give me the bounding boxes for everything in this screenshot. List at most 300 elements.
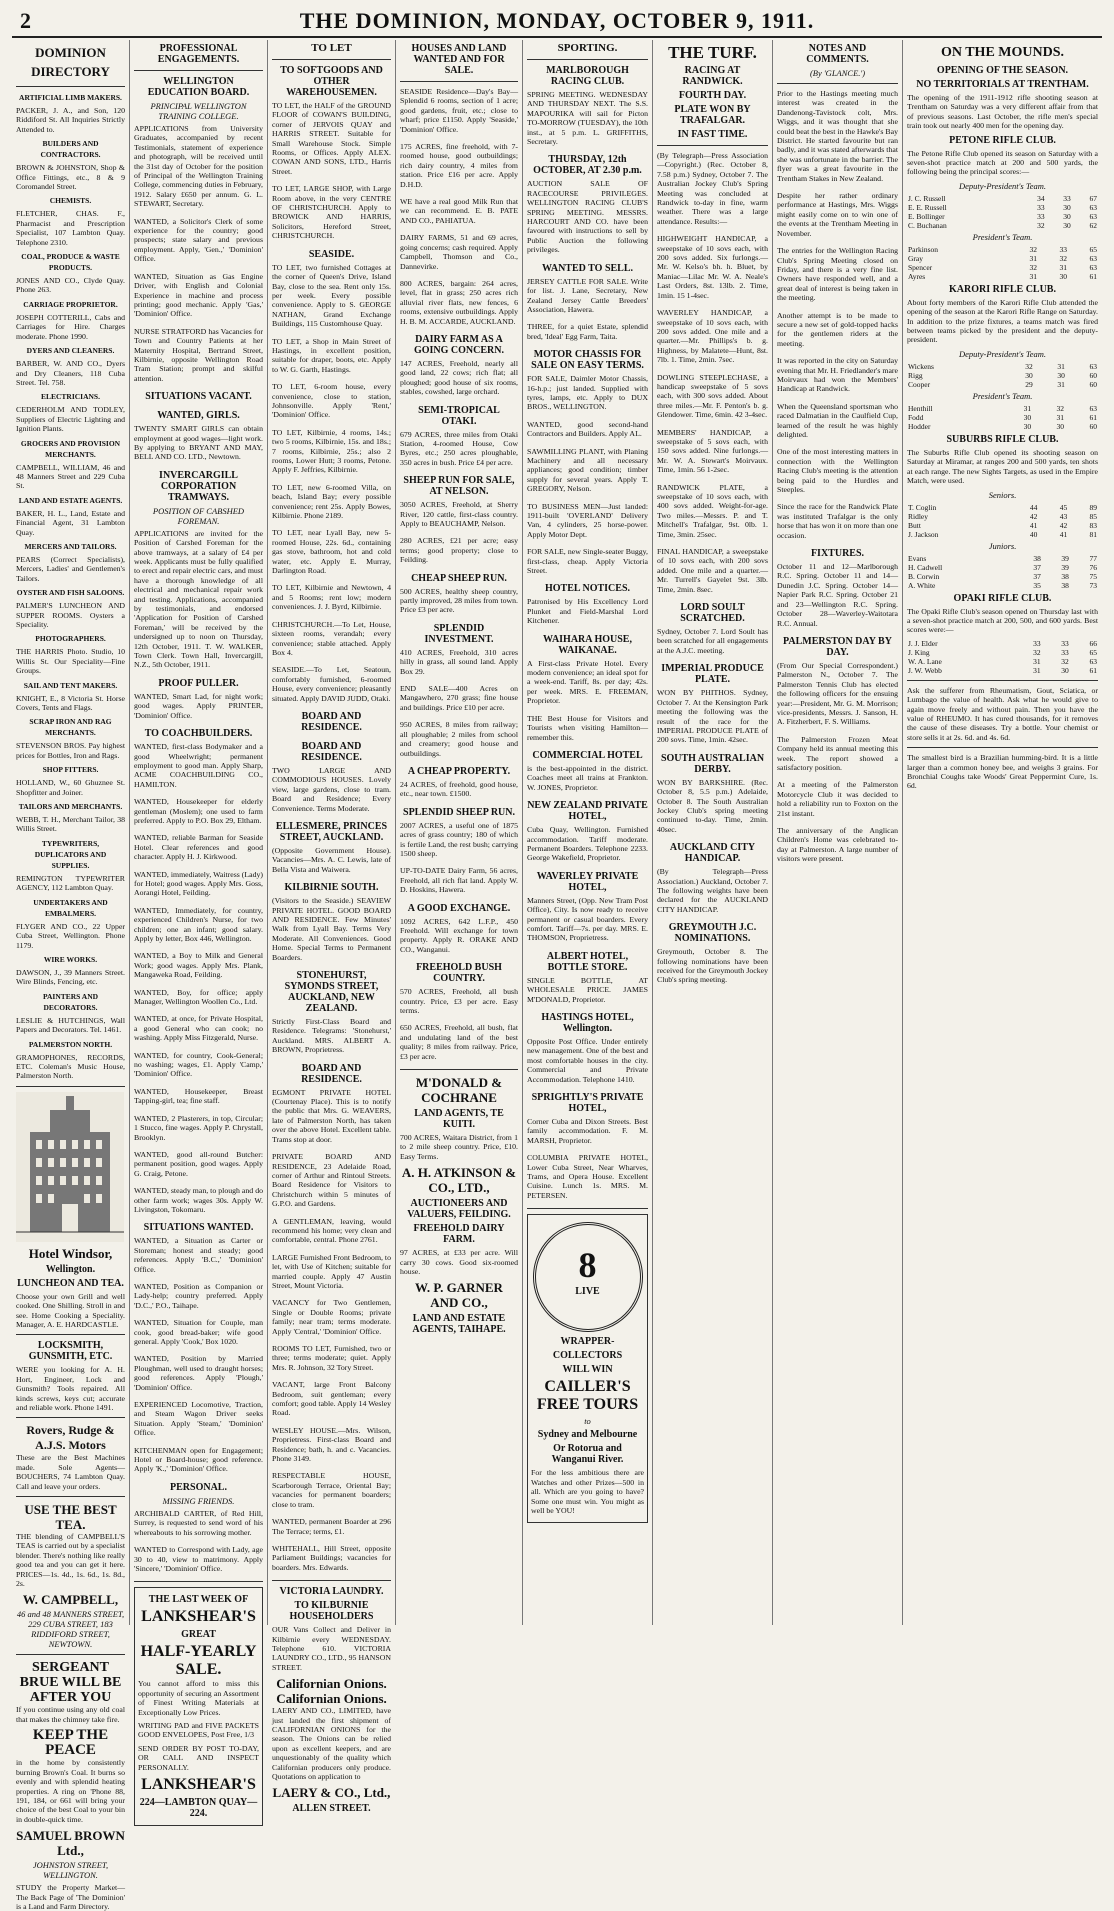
rovers-heading: Rovers, Rudge & A.J.S. Motors bbox=[26, 1423, 115, 1453]
score-row bbox=[907, 521, 1098, 530]
shooter-name: J. Jackson bbox=[908, 529, 939, 539]
score-cell: 32 bbox=[1061, 656, 1069, 666]
article bbox=[134, 410, 263, 462]
article bbox=[272, 428, 391, 475]
directory-text: PALMER'S LUNCHEON AND SUPPER ROOMS. Oysters a Speciality. bbox=[16, 601, 125, 629]
directory-entry bbox=[16, 716, 125, 760]
article-text: (By Telegraph—Press Association.) Auckland, October 7. The following weights have been declared for the AUCKLAND CITY HANDICAP. bbox=[657, 867, 768, 914]
score-cell: 41 bbox=[1059, 529, 1068, 539]
article-heading: HASTINGS HOTEL, Wellington. bbox=[541, 1012, 634, 1034]
article-text: A First-class Private Hotel. Every modern convenience; an ideal spot for a week-end. Tariff, 8s. per day; 42s. per week. MRS. E. FREEMAN, Proprietor. bbox=[527, 658, 648, 706]
directory-category: PALMERSTON NORTH. bbox=[28, 1039, 113, 1049]
score-cell: 61 bbox=[1089, 412, 1097, 422]
article-text: VACANCY for Two Gentlemen, Single or Double Rooms; private family; near tram; terms moderate. Apply 'Central,' 'Dominion' Office. bbox=[272, 1298, 391, 1336]
article-text: TO LET, 6-room house, every convenience, close to station, Johnsonville. Apply 'Rent,' 'Dominion' Office. bbox=[272, 382, 391, 420]
article bbox=[134, 1114, 263, 1142]
article-subheading: POSITION OF CABSHED FOREMAN. bbox=[152, 505, 245, 526]
to-let-list bbox=[272, 65, 391, 1572]
article-text: TO LET, near Lyall Bay, new 5-roomed House, 22s. 6d., containing gas stove, bathroom, hot and cold water, etc. Apply E. Murray, Darlington Road. bbox=[272, 528, 391, 576]
t5-title: Seniors. bbox=[988, 489, 1017, 500]
article-text: WON BY PHITHOS. Sydney, October 7. At the Kensington Park meeting the following was the result of the race for the IMPERIAL PRODUCE PLATE of 200 sovs. Time, 1min. 42sec. bbox=[657, 688, 768, 745]
article-text: 175 ACRES, fine freehold, with 7-roomed house, good outbuildings; rich dairy country, 4 miles from station. Price £16 per acre. Apply D.H.D. bbox=[400, 142, 518, 189]
article-text: Corner Cuba and Dixon Streets. Best family accommodation. F. M. MARSH, Proprietor. bbox=[527, 1117, 648, 1145]
article bbox=[134, 1150, 263, 1178]
score-cell: 63 bbox=[1089, 656, 1097, 666]
brown-brand: SAMUEL BROWN Ltd., bbox=[16, 1828, 125, 1859]
article-text: WANTED, Housekeeper, Breast Tapping-girl, tea; fine staff. bbox=[134, 1086, 263, 1106]
score-cell: 44 bbox=[1029, 502, 1038, 512]
directory-text: FLETCHER, CHAS. F., Pharmacist and Prescription Specialist, 107 Lambton Quay. Telephone 2310. bbox=[16, 209, 125, 247]
article-text: SEASIDE.—To Let, Seatoun, comfortably furnished, 6-roomed House, every convenience; pleasantly situated. Apply DAVID JUDD, Otaki. bbox=[272, 665, 391, 703]
brown-address: JOHNSTON STREET, WELLINGTON. bbox=[32, 1860, 109, 1881]
tea-heading: USE THE BEST TEA. bbox=[24, 1502, 117, 1533]
score-row bbox=[907, 371, 1098, 380]
article bbox=[527, 547, 648, 575]
article bbox=[272, 483, 391, 521]
hotel-body: Choose your own Grill and well cooked. One Shilling. Stroll in and see. Home Cooking a Speciality. Manager, A. E. HARDCASTLE. bbox=[16, 1291, 125, 1329]
score-cell: 33 bbox=[1061, 647, 1069, 657]
score-row bbox=[907, 362, 1098, 371]
article-text: WANTED, a Boy to Milk and General Work; good wages. Apply Mrs. Plank, Mangaweka Road, Feilding. bbox=[134, 951, 263, 980]
article bbox=[527, 502, 648, 540]
score-cell: 62 bbox=[1089, 220, 1097, 230]
caillers-l9: Or Rotorua and Wanganui River. bbox=[551, 1443, 624, 1466]
score-cell: 30 bbox=[1025, 370, 1033, 380]
directory-entry bbox=[16, 633, 125, 675]
article-heading: STONEHURST, SYMONDS STREET, AUCKLAND, NEW ZEALAND. bbox=[284, 970, 379, 1015]
article bbox=[400, 807, 518, 859]
score-cell: 60 bbox=[1089, 421, 1097, 431]
directory-entry bbox=[16, 897, 125, 950]
score-cell: 32 bbox=[1056, 403, 1065, 413]
directory-entry bbox=[16, 438, 125, 491]
peace-heading: KEEP THE PEACE bbox=[32, 1727, 109, 1759]
ad-address: 224—LAMBTON QUAY—224. bbox=[139, 1796, 258, 1819]
ad-body: You cannot afford to miss this opportunity of securing an Assortment of Finest Writing Materials at Exceptionally Low Prices. bbox=[138, 1679, 259, 1717]
article-text: (By Telegraph—Press Association—Copyright.) (Rec. October 8, 7.58 p.m.) Sydney, October 7. The Australian Jockey Club's Spring Meeting was concluded at Randwick to-day in fine, warm weather. There was a large attendance. Results:— bbox=[657, 151, 768, 226]
directory-category: DYERS AND CLEANERS. bbox=[26, 346, 115, 356]
article bbox=[272, 711, 391, 733]
article bbox=[777, 191, 898, 238]
hotel-place: Wellington. bbox=[45, 1263, 96, 1275]
article-text: FOR SALE, Daimler Motor Chassis, 16-h.p.; just landed. Supplied with tyres, lamps, etc. Apply to DUX BROS., WELLINGTON. bbox=[527, 374, 648, 412]
article-text: END SALE—400 Acres on Mangawhero, 270 grass; fine house and buildings. Price £10 per acre. bbox=[400, 684, 518, 712]
engagements-list bbox=[134, 76, 263, 1573]
article bbox=[272, 249, 391, 329]
t3-title: Deputy-President's Team. bbox=[958, 348, 1047, 359]
article-text: TO LET, Kilbirnie and Newtown, 4 and 5 Rooms; rent low; modern conveniences. J. J. Byrd, Kilbirnie. bbox=[272, 583, 391, 612]
directory-entry bbox=[16, 251, 125, 295]
score-cell: 35 bbox=[1033, 580, 1041, 590]
karori-president-scores bbox=[907, 404, 1098, 431]
article bbox=[134, 1051, 263, 1079]
shooter-name: T. Coglin bbox=[908, 502, 937, 512]
directory-category: SAIL AND TENT MAKERS. bbox=[23, 680, 118, 690]
article-text: SINGLE BOTTLE, AT WHOLESALE PRICE. JAMES M'DONALD, Proprietor. bbox=[527, 975, 648, 1004]
article-text: 410 ACRES, Freehold, 310 acres hilly in grass, all sound land. Apply Box 29. bbox=[400, 647, 518, 676]
score-cell: 60 bbox=[1089, 379, 1097, 389]
article bbox=[134, 1014, 263, 1042]
article-text: WANTED, immediately, Waitress (Lady) for Hotel; good wages. Apply Mrs. Goss, Aorangi Hotel, Feilding. bbox=[134, 869, 263, 898]
score-cell: 66 bbox=[1089, 638, 1097, 648]
shooter-name: E. Bollinger bbox=[908, 211, 945, 221]
shooter-name: Evans bbox=[908, 553, 927, 563]
article-text: Opposite Post Office. Under entirely new management. One of the best and most comfortable houses in the city. Commercial and Private Accommodation. Telephone 1410. bbox=[527, 1037, 648, 1084]
directory-category: PHOTOGRAPHERS. bbox=[35, 634, 106, 644]
shooter-name: Gray bbox=[908, 253, 923, 263]
score-cell: 73 bbox=[1089, 580, 1097, 590]
article bbox=[657, 308, 768, 364]
laundry-heading: VICTORIA LAUNDRY. bbox=[279, 1586, 384, 1598]
article-text: ROOMS TO LET, Furnished, two or three; terms moderate; quiet. Apply Mrs. R. Johnson, 32 Tory Street. bbox=[272, 1344, 391, 1372]
t6-title: Juniors. bbox=[988, 540, 1017, 551]
article bbox=[272, 1517, 391, 1536]
article-text: Since the race for the Randwick Plate was instituted Trafalgar is the only horse that has won it on more than one occasion. bbox=[777, 502, 898, 540]
directory-entry bbox=[16, 1039, 125, 1081]
onions-body: LAERY AND CO., LIMITED, have just landed the first shipment of CALIFORNIAN ONIONS for the season. The Onions can be relied upon as excellent keepers, and are unquestionably of the quality which Californian producers only produce. Quotations on application to bbox=[272, 1706, 391, 1781]
turf-sub3: PLATE WON BY TRAFALGAR. bbox=[674, 104, 751, 126]
article bbox=[400, 279, 518, 326]
article bbox=[134, 76, 263, 209]
score-cell: 61 bbox=[1089, 271, 1097, 281]
score-cell: 33 bbox=[1037, 211, 1045, 221]
sergeant-body: If you continue using any old coal that makes the chimney take fire. bbox=[16, 1705, 125, 1724]
article-text: WANTED, Position by Married Ploughman, well used to draught horses; good references. Apply 'Plough,' 'Dominion' Office. bbox=[134, 1354, 263, 1392]
score-cell: 63 bbox=[1089, 202, 1097, 212]
article-heading: IMPERIAL PRODUCE PLATE. bbox=[661, 663, 764, 686]
score-row bbox=[907, 194, 1098, 203]
caillers-l3: COLLECTORS bbox=[552, 1350, 623, 1362]
column-directory bbox=[12, 40, 130, 1911]
article bbox=[400, 1023, 518, 1061]
directory-text: DAWSON, J., 39 Manners Street. Wire Blinds, Fencing, etc. bbox=[16, 967, 125, 987]
article bbox=[272, 184, 391, 240]
opaki-body: The Opaki Rifle Club's season opened on Thursday last with a seven-shot practice match at 200, 500, and 600 yards. Best scores were:— bbox=[907, 606, 1098, 635]
article-text: SAWMILLING PLANT, with Planing Machinery and all necessary appliances; good condition; timber supply for several years. Apply T. GREGORY, Nelson. bbox=[527, 446, 648, 494]
directory-category: SCRAP IRON AND RAG MERCHANTS. bbox=[29, 717, 112, 738]
score-cell: 30 bbox=[1023, 421, 1032, 431]
sergeant-heading: SERGEANT BRUE WILL BE AFTER YOU bbox=[19, 1660, 122, 1706]
petone-heading: PETONE RIFLE CLUB. bbox=[949, 134, 1056, 146]
article-heading: BOARD AND RESIDENCE. bbox=[301, 1062, 362, 1085]
article bbox=[527, 1012, 648, 1084]
suburbs-heading: SUBURBS RIFLE CLUB. bbox=[946, 433, 1059, 445]
directory-text: BARBER, W. AND CO., Dyers and Dry Cleaners, 118 Cuba Street. Tel. 758. bbox=[16, 359, 125, 387]
article-text: COLUMBIA PRIVATE HOTEL, Lower Cuba Street, Near Wharves, Trams, and Opera House. Excellent Cuisine. Lunch 1s. MRS. M. PETERSEN. bbox=[527, 1153, 648, 1200]
article bbox=[134, 1318, 263, 1346]
article bbox=[400, 684, 518, 712]
article bbox=[400, 766, 518, 799]
article-text: WON BY BARKSHIRE. (Rec. October 8, 5.5 p.m.) Adelaide, October 8. The South Australian Jockey Club's spring meeting continued to-day. Time, 2min. 40sec. bbox=[657, 777, 768, 834]
article bbox=[527, 349, 648, 412]
locksmith-heading: LOCKSMITH, GUNSMITH, ETC. bbox=[28, 1340, 113, 1363]
article bbox=[400, 903, 518, 955]
article bbox=[134, 1282, 263, 1310]
score-cell: 32 bbox=[1059, 253, 1067, 263]
directory-list bbox=[16, 92, 125, 1081]
article-text: 570 ACRES, Freehold, all bush country. Price, £3 per acre. Easy terms. bbox=[400, 987, 518, 1015]
article-text: WANTED, Smart Lad, for night work; good wages. Apply PRINTER, 'Dominion' Office. bbox=[134, 691, 263, 720]
article-heading: A GOOD EXCHANGE. bbox=[407, 902, 511, 914]
article-text: TWENTY SMART GIRLS can obtain employment at good wages—light work. By applying to BRYANT AND MAY, BELL AND CO. LTD., Newtown. bbox=[134, 424, 263, 462]
score-cell: 76 bbox=[1089, 562, 1097, 572]
score-cell: 30 bbox=[1057, 370, 1065, 380]
article bbox=[272, 337, 391, 375]
score-cell: 31 bbox=[1023, 403, 1032, 413]
article-heading: SITUATIONS WANTED. bbox=[143, 1222, 254, 1234]
garner-sub: LAND AND ESTATE AGENTS, TAIHAPE. bbox=[412, 1313, 506, 1336]
article bbox=[777, 311, 898, 349]
article-heading: PERSONAL. bbox=[170, 1481, 227, 1493]
petone-body: The Petone Rifle Club opened its season on Saturday with a seven-shot practice match at 200 and 500 yards, the following being the principal scores:— bbox=[907, 148, 1098, 177]
score-row bbox=[907, 648, 1098, 657]
score-row bbox=[907, 203, 1098, 212]
score-cell: 31 bbox=[1029, 271, 1037, 281]
article-text: Sydney, October 7. Lord Soult has been scratched for all engagements at the A.J.C. meeting. bbox=[657, 627, 768, 655]
article-text: WANTED, Position as Companion or Lady-help; country preferred. Apply 'D.C.,' P.O., Taihape. bbox=[134, 1281, 263, 1310]
mdonald-name: M'DONALD & COCHRANE bbox=[415, 1075, 503, 1106]
article-text: WANTED, first-class Bodymaker and a good Wheelwright; permanent employment to good man. Apply Sharp, ACME COACHBUILDING CO., HAMILTON. bbox=[134, 742, 263, 789]
article-text: ARCHIBALD CARTER, of Red Hill, Surrey, is requested to send word of his whereabouts to his sorrowing mother. bbox=[134, 1508, 263, 1537]
atkinson-name: A. H. ATKINSON & CO., LTD., bbox=[401, 1165, 517, 1196]
article-text: THE Best House for Visitors and Tourists when visiting Hamilton—remember this. bbox=[527, 713, 648, 742]
article-text: SEASIDE Residence—Day's Bay—Splendid 6 rooms, section of 1 acre; good gardens, fruit, etc.; close to wharf; price £1150. Apply 'Seaside,' 'Dominion' Office. bbox=[400, 87, 518, 134]
caillers-l2: WRAPPER- bbox=[560, 1336, 615, 1348]
shooter-name: W. A. Lane bbox=[908, 656, 942, 666]
article-text: NURSE STRATFORD has Vacancies for Town and Country Patients at her Maternity Hospital, Bertrand Street, Kilbirnie, opposite Wellington Road Tram Station; prompt and skilful attention. bbox=[134, 326, 263, 383]
article-heading: MOTOR CHASSIS FOR SALE ON EASY TERMS. bbox=[531, 349, 644, 372]
directory-category: UNDERTAKERS AND EMBALMERS. bbox=[33, 897, 108, 918]
article bbox=[272, 620, 391, 658]
tea-body: THE blending of CAMPBELL'S TEAS is carried out by a specialist blender. There's nothing like really good tea and you can get it here. PRICES—1s. 4d., 1s. 6d., 1s. 8d., 2s. bbox=[16, 1532, 125, 1589]
article-text: EXPERIENCED Locomotive, Traction, and Steam Wagon Driver seeks Situation. Apply 'Steam,' 'Dominion' Office. bbox=[134, 1400, 263, 1438]
opaki-heading: OPAKI RIFLE CLUB. bbox=[953, 592, 1052, 604]
score-cell: 33 bbox=[1063, 193, 1071, 203]
article bbox=[400, 573, 518, 615]
ad-line3: GREAT bbox=[181, 1629, 216, 1641]
article-heading: SPLENDID SHEEP RUN. bbox=[403, 806, 515, 818]
article-text: It was reported in the city on Saturday evening that Mr. H. Friedlander's mare Moirvaux had won the Members' Handicap at Randwick. bbox=[777, 356, 898, 394]
article-text: 650 ACRES, Freehold, all bush, flat and undulating land of the best quality; 8 miles from railway. Price, £3 per acre. bbox=[400, 1023, 518, 1061]
score-cell: 30 bbox=[1056, 421, 1065, 431]
article-heading: DAIRY FARM AS A GOING CONCERN. bbox=[413, 333, 504, 356]
article-text: The anniversary of the Anglican Children's Home was celebrated to-day at Palmerston. A large number of visitors were present. bbox=[777, 826, 898, 864]
article-text: THREE, for a quiet Estate, splendid bred, 'Ideal' Egg Farm, Taita. bbox=[527, 322, 648, 341]
article bbox=[272, 1544, 391, 1572]
article bbox=[134, 470, 263, 670]
directory-text: HOLLAND, W., 60 Ghuznee St. Shopfitter and Joiner. bbox=[16, 778, 125, 797]
article-text: A GENTLEMAN, leaving, would recommend his home; very clean and comfortable, central. Phone 2761. bbox=[272, 1216, 391, 1245]
score-row bbox=[907, 503, 1098, 512]
article-heading: KILBIRNIE SOUTH. bbox=[284, 882, 379, 894]
article bbox=[777, 548, 898, 628]
score-cell: 33 bbox=[1037, 202, 1045, 212]
article bbox=[527, 1092, 648, 1145]
article-heading: WELLINGTON EDUCATION BOARD. bbox=[147, 76, 250, 98]
notes-heading: NOTES AND COMMENTS. bbox=[806, 43, 869, 65]
article bbox=[134, 1446, 263, 1474]
score-row bbox=[907, 380, 1098, 389]
article bbox=[527, 951, 648, 1004]
article-heading: FIXTURES. bbox=[810, 548, 865, 560]
mounds-sub: OPENING OF THE SEASON. bbox=[936, 65, 1069, 76]
hotel-building-illustration bbox=[16, 1092, 124, 1242]
article-heading: TO COACHBUILDERS. bbox=[144, 728, 253, 740]
caillers-number: 8 bbox=[578, 1245, 597, 1286]
page-number: 2 bbox=[20, 8, 31, 33]
article-heading: SPRIGHTLY'S PRIVATE HOTEL, bbox=[531, 1092, 644, 1115]
directory-entry bbox=[16, 801, 125, 834]
directory-category: TYPEWRITERS, DUPLICATORS AND SUPPLIES. bbox=[34, 838, 107, 870]
peppermint-ad: The smallest bird is a Brazilian humming-bird. It is a little larger than a common honey bee, and weighs 3 grains. For Bronchial Coughs take Woods' Great Peppermint Cure, 1s. 6d. bbox=[907, 753, 1098, 791]
article-subheading: MISSING FRIENDS. bbox=[162, 1495, 235, 1506]
houses-heading: HOUSES AND LAND WANTED AND FOR SALE. bbox=[411, 43, 507, 76]
laery-address: ALLEN STREET. bbox=[292, 1803, 371, 1815]
caillers-oval bbox=[533, 1222, 643, 1332]
article-text: WANTED, good all-round Butcher: permanent position, good wages. Apply G. Craig, Petone. bbox=[134, 1149, 263, 1178]
article-heading: BOARD AND RESIDENCE. bbox=[301, 740, 362, 763]
locksmith-body: WERE you looking for A. H. Hort, Engineer, Lock and Gunsmith? Tools repaired. All kinds screws, keys cut; accurate and reliable work. Phone 1491. bbox=[16, 1365, 125, 1412]
directory-text: GRAMOPHONES, RECORDS, ETC. Coleman's Music House, Palmerston North. bbox=[16, 1052, 125, 1081]
score-cell: 32 bbox=[1037, 220, 1045, 230]
score-cell: 38 bbox=[1033, 553, 1041, 563]
article bbox=[400, 720, 518, 758]
shooter-name: C. Buchanan bbox=[908, 220, 947, 230]
article bbox=[527, 447, 648, 494]
ad-brand: LANKSHEAR'S bbox=[141, 1775, 256, 1793]
turf-list bbox=[657, 151, 768, 985]
score-row bbox=[907, 572, 1098, 581]
article bbox=[134, 1087, 263, 1106]
score-cell: 85 bbox=[1089, 511, 1097, 521]
article-text: October 11 and 12—Marlborough R.C. Spring. October 11 and 14—Dunedin J.C. Spring. October 14—Napier Park R.C. Spring. October 21 and 23—Wellington R.C. Spring. October 28—Waverley-Waitotara R.C. Annual. bbox=[777, 562, 898, 628]
article-heading: BOARD AND RESIDENCE. bbox=[301, 710, 362, 733]
shooter-name: J. J. Elder bbox=[908, 638, 938, 648]
article-text: WANTED, reliable Barman for Seaside Hotel. Clear references and good character. Apply H. J. Kirkwood. bbox=[134, 833, 263, 862]
houses-list bbox=[400, 87, 518, 1061]
score-row bbox=[907, 554, 1098, 563]
shooter-name: H. Cadwell bbox=[908, 562, 943, 572]
column-engagements bbox=[130, 40, 268, 1819]
article bbox=[527, 65, 648, 146]
article-text: WE have a real good Milk Run that we can recommend. E. B. PATE AND CO., PAHIATUA. bbox=[400, 197, 518, 225]
article bbox=[657, 663, 768, 744]
directory-category: COAL, PRODUCE & WASTE PRODUCTS. bbox=[21, 252, 120, 273]
article bbox=[657, 922, 768, 985]
score-cell: 37 bbox=[1033, 562, 1041, 572]
caillers-l5: CAILLER'S bbox=[544, 1378, 631, 1396]
caillers-l1: LIVE bbox=[575, 1286, 600, 1298]
article bbox=[527, 420, 648, 439]
shooter-name: J. C. Russell bbox=[908, 193, 946, 203]
laundry-body: OUR Vans Collect and Deliver in Kilbirnie every WEDNESDAY. Telephone 610. VICTORIA LAUNDRY CO., LTD., 95 HANSON STREET. bbox=[272, 1625, 391, 1672]
turf-sub2: FOURTH DAY. bbox=[678, 90, 747, 101]
article bbox=[527, 871, 648, 943]
t1-title: Deputy-President's Team. bbox=[958, 180, 1047, 191]
score-cell: 63 bbox=[1089, 403, 1097, 413]
article-text: WANTED, Immediately, for country, experienced Children's Nurse, for two children; one an infant; good salary. Apply by letter, Box 446, Wellington. bbox=[134, 905, 263, 943]
directory-category: TAILORS AND MERCHANTS. bbox=[18, 802, 123, 812]
article-text: TO LET, the HALF of the GROUND FLOOR of COWAN'S BUILDING, corner of JERVOIS QUAY and HARRIS STREET. Suitable for Small Warehouse Stock. Simple Rooms, or Offices. Apply ALEX. COWAN AND SONS, LTD., Harris Street. bbox=[272, 101, 391, 176]
masthead bbox=[12, 4, 1102, 38]
article-text: APPLICATIONS are invited for the Position of Carshed Foreman for the above tramways, at a salary of £4 per week. Applicants must be fully qualified to erect and repair electric cars, and must have a thorough knowledge of all electrical and mechanical repair work and testing. Applications, accompanied by testimonials, and endorsed 'Application for Position of Carshed Foreman,' will be received by the undersigned up to noon on Thursday, 12th October, 1911. T. W. WALKER, Town Clerk. Town Hall, Invercargill, N.Z., 5th October, 1911. bbox=[134, 528, 263, 670]
article-text: VACANT, large Front Balcony Bedroom, suit gentleman; every comfort; good table. Apply 14 Wesley Road. bbox=[272, 1380, 391, 1418]
score-cell: 63 bbox=[1089, 262, 1097, 272]
score-row bbox=[907, 404, 1098, 413]
article bbox=[657, 753, 768, 834]
article-text: 950 ACRES, 8 miles from railway; all ploughable; 2 miles from school and creamery; good house and outbuildings. bbox=[400, 720, 518, 758]
article-heading: AUCKLAND CITY HANDICAP. bbox=[669, 842, 756, 865]
ad-line4: HALF-YEARLY SALE. bbox=[140, 1643, 257, 1679]
article-text: 1092 ACRES, 642 L.F.P., 450 Freehold. Will exchange for town property. Apply R. ORAKE AND CO., Wanganui. bbox=[400, 916, 518, 954]
article bbox=[134, 678, 263, 720]
peace-body: in the home by consistently burning Brown's Coal. It burns so evenly and with splendid heating properties. A ring on 'Phone 88, 191, 184, or 661 will bring your choice of the best Coal to your bin in double-quick time. bbox=[16, 1758, 125, 1824]
article bbox=[527, 634, 648, 706]
hotel-name: Hotel Windsor, bbox=[28, 1245, 113, 1261]
article bbox=[134, 906, 263, 944]
directory-text: BROWN & JOHNSTON, Shop & Office Fittings, etc., 8 & 9 Coromandel Street. bbox=[16, 163, 125, 192]
article-text: MEMBERS' HANDICAP, a sweepstake of 5 sovs each, with 150 sovs added. Nine furlongs.—Mr. W. A. Stewart's Moirvaux. Time, 1min. 56 1-2sec. bbox=[657, 427, 768, 475]
article-text: AUCTION SALE OF RACECOURSE PRIVILEGES. WELLINGTON RACING CLUB'S SPRING MEETING. MESSRS. HARCOURT AND CO. have been favoured with instructions to sell by Public Auction the following privileges. bbox=[527, 179, 648, 255]
article bbox=[272, 65, 391, 176]
score-cell: 39 bbox=[1061, 562, 1069, 572]
score-cell: 32 bbox=[1029, 262, 1037, 272]
directory-entry bbox=[16, 954, 125, 987]
caillers-l7: to bbox=[584, 1416, 591, 1427]
article bbox=[134, 797, 263, 825]
article-text: 24 ACRES, of freehold, good house, etc., near town. £1500. bbox=[400, 779, 518, 799]
directory-entry bbox=[16, 345, 125, 387]
article bbox=[134, 272, 263, 319]
article-text: The entries for the Wellington Racing Club's Spring Meeting closed on Friday, and there is a very fine list. Owners have responded well, and a great deal of interest is being taken in the meeting. bbox=[777, 246, 898, 303]
directory-text: PACKER, J. A., and Son, 120 Riddiford St. All Inquiries Strictly Attended to. bbox=[16, 106, 125, 134]
article bbox=[657, 547, 768, 594]
score-cell: 30 bbox=[1023, 412, 1032, 422]
article bbox=[272, 1298, 391, 1336]
shooter-name: B. Corwin bbox=[908, 571, 940, 581]
score-row bbox=[907, 666, 1098, 675]
article bbox=[400, 623, 518, 676]
score-cell: 34 bbox=[1037, 193, 1045, 203]
article-text: TO LET, two furnished Cottages at the corner of Queen's Drive, Island Bay, close to the sea. Rent only 15s. per week. Every possible convenience. Apply to S. GEORGE NATHAN, Grand Exchange Buildings, 115 Customhouse Quay. bbox=[272, 262, 391, 329]
article-text: FINAL HANDICAP, a sweepstake of 10 sovs each, with 200 sovs added. One mile and a quarter.—Mr. Turrell's Gayelet 9st. 3lb. Time, 2min. 8sec. bbox=[657, 547, 768, 594]
directory-entry bbox=[16, 92, 125, 134]
article-text: (From Our Special Correspondent.) Palmerston N., October 7. The Palmerston Tennis Club has elected the following officers for the ensuing year:—President, Mr. G. M. Morrison; vice-presidents, Messrs. J. Sanson, H. A. Fitzherbert, F. S. Williams. bbox=[777, 660, 898, 727]
article-text: WANTED, Situation for Couple, man cook, good bread-baker; wife good general. Apply 'Cook,' Box 1020. bbox=[134, 1318, 263, 1346]
article bbox=[272, 1471, 391, 1509]
article-text: Greymouth, October 8. The following nominations have been received for the Greymouth Jockey Club's spring meeting. bbox=[657, 947, 768, 985]
article-heading: TO SOFTGOODS AND OTHER WAREHOUSEMEN. bbox=[280, 65, 383, 98]
score-row bbox=[907, 245, 1098, 254]
article bbox=[527, 1153, 648, 1200]
score-cell: 60 bbox=[1089, 370, 1097, 380]
article-text: TWO LARGE AND COMMODIOUS HOUSES. Lovely view, large gardens, close to tram. Board and Residence; Every Convenience. Terms Moderate. bbox=[272, 765, 391, 813]
article-text: TO LET, a Shop in Main Street of Hastings, in excellent position, suitable for draper, boots, etc. Apply to W. G. Garth, Hastings. bbox=[272, 336, 391, 374]
directory-category: GROCERS AND PROVISION MERCHANTS. bbox=[20, 438, 121, 459]
article-text: TO LET, Kilbirnie, 4 rooms, 14s.; two 5 rooms, Kilbirnie, 15s. and 18s.; 7 rooms, Kilbirnie, 25s.; also 2 rooms, Lower Hutt; 3 rooms, Petone. Apply F. Jeffries, Kilbirnie. bbox=[272, 427, 391, 475]
score-cell: 38 bbox=[1061, 571, 1069, 581]
caillers-l6: FREE TOURS bbox=[536, 1396, 639, 1414]
article bbox=[272, 1426, 391, 1464]
to-let-heading: TO LET bbox=[311, 42, 352, 54]
article-subheading: PRINCIPAL WELLINGTON TRAINING COLLEGE. bbox=[150, 101, 247, 121]
article-heading: LORD SOULT SCRATCHED. bbox=[680, 602, 745, 625]
garner-name: W. P. GARNER AND CO., bbox=[415, 1280, 503, 1311]
article-text: PRIVATE BOARD AND RESIDENCE, 23 Adelaide Road, corner of Arthur and Rintoul Streets. Board Residence for Visitors to Christchurch within 5 minutes of G.P.O. and Gardens. bbox=[272, 1152, 391, 1209]
mounds-sub2: NO TERRITORIALS AT TRENTHAM. bbox=[916, 79, 1089, 90]
article-text: WANTED to Correspond with Lady, age 30 to 40, view to matrimony. Apply 'Sincere,' 'Dominion' Office. bbox=[134, 1545, 263, 1573]
atkinson-sub: AUCTIONEERS AND VALUERS, FEILDING. bbox=[407, 1198, 511, 1221]
